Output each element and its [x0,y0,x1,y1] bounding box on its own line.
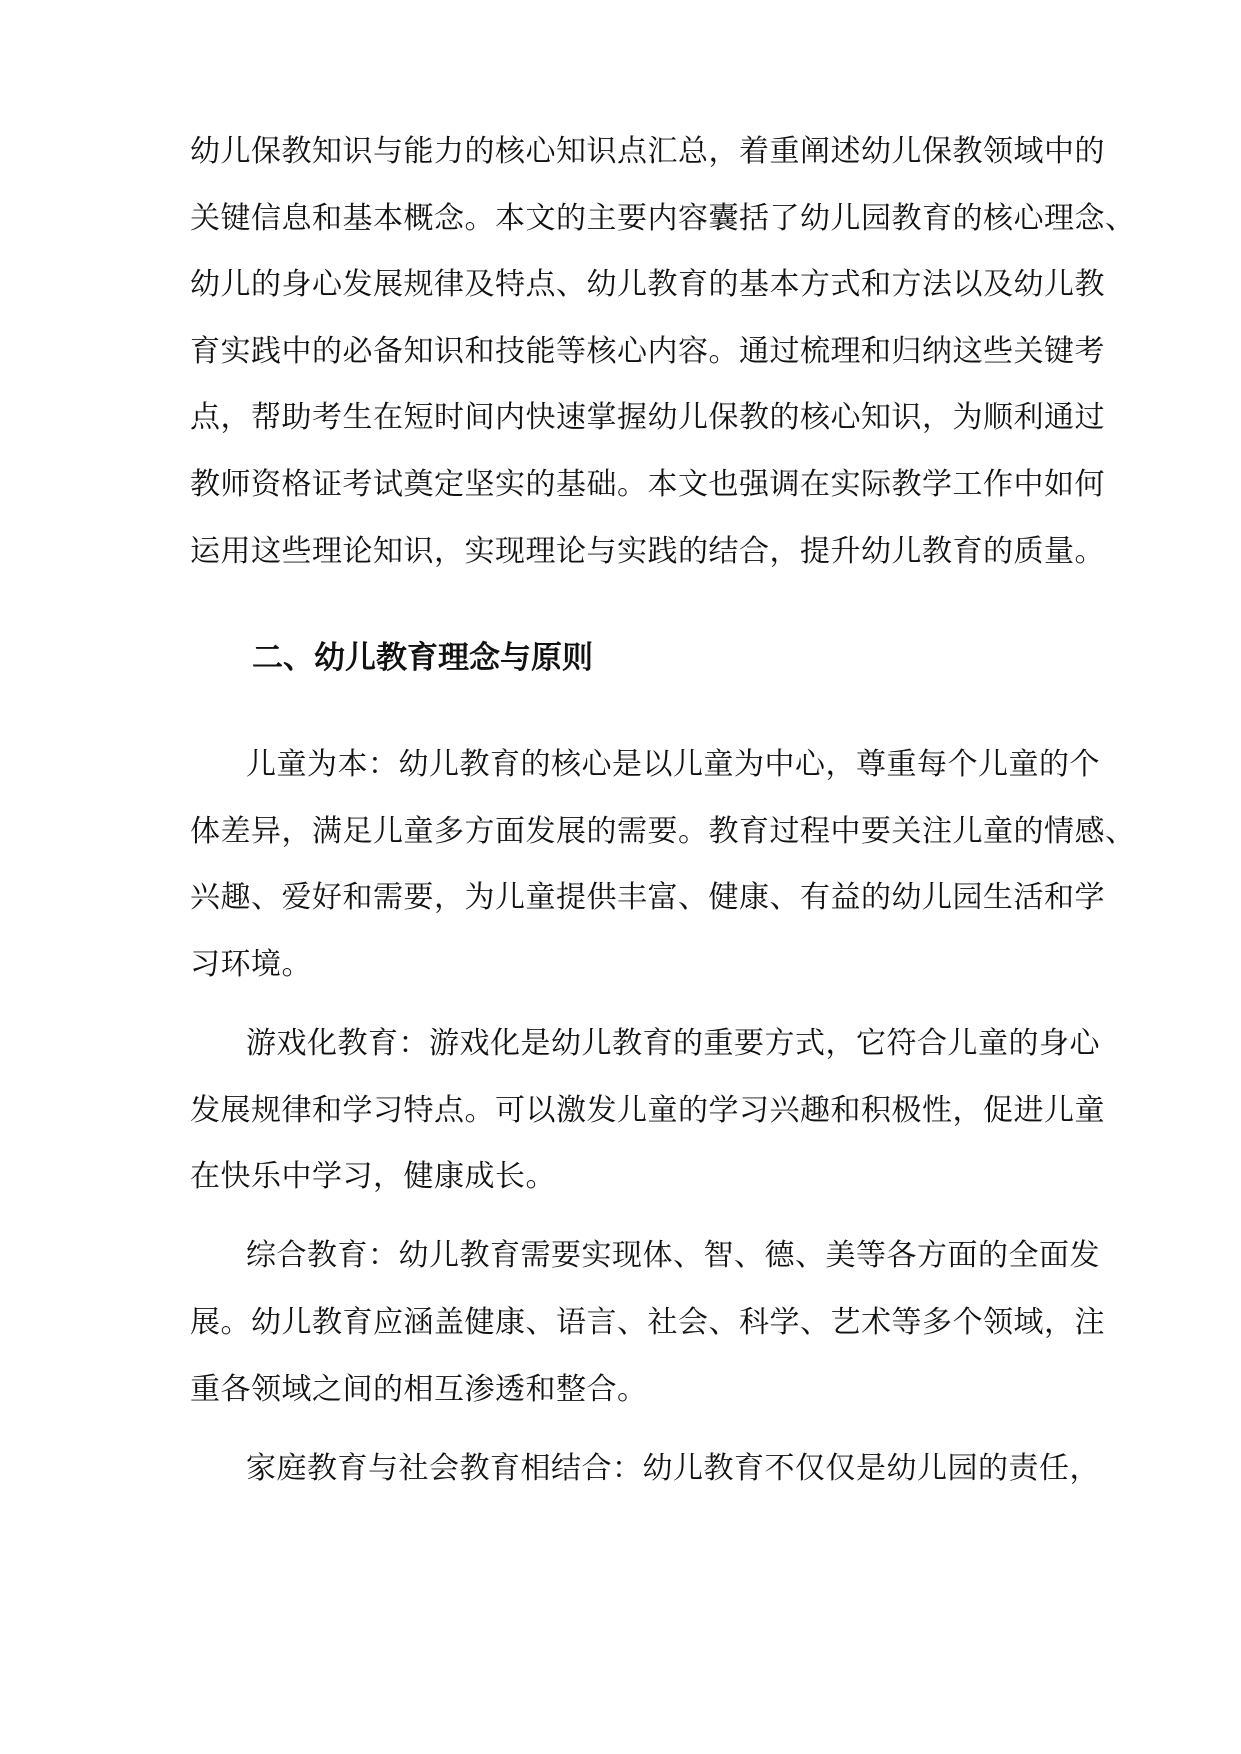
text-line: 体差异，满足儿童多方面发展的需要。教育过程中要关注儿童的情感、 [190,814,1136,849]
text-line: 幼儿的身心发展规律及特点、幼儿教育的基本方式和方法以及幼儿教 [190,267,1105,302]
text-line: 教师资格证考试奠定坚实的基础。本文也强调在实际教学工作中如何 [190,467,1105,502]
text-line: 游戏化教育：游戏化是幼儿教育的重要方式，它符合儿童的身心 [246,1026,1100,1061]
text-line: 重各领域之间的相互渗透和整合。 [190,1372,648,1407]
text-line: 幼儿保教知识与能力的核心知识点汇总，着重阐述幼儿保教领域中的 [190,134,1105,169]
text-line: 关键信息和基本概念。本文的主要内容囊括了幼儿园教育的核心理念、 [190,201,1136,236]
text-line: 育实践中的必备知识和技能等核心内容。通过梳理和归纳这些关键考 [190,334,1105,369]
text-line: 点，帮助考生在短时间内快速掌握幼儿保教的核心知识，为顺利通过 [190,400,1105,435]
text-line: 在快乐中学习，健康成长。 [190,1159,556,1194]
text-line: 展。幼儿教育应涵盖健康、语言、社会、科学、艺术等多个领域，注 [190,1305,1105,1340]
text-line: 儿童为本：幼儿教育的核心是以儿童为中心，尊重每个儿童的个 [246,747,1100,782]
section-heading: 二、幼儿教育理念与原则 [252,640,593,676]
text-line: 综合教育：幼儿教育需要实现体、智、德、美等各方面的全面发 [246,1238,1100,1273]
text-line: 运用这些理论知识，实现理论与实践的结合，提升幼儿教育的质量。 [190,534,1105,569]
text-line: 发展规律和学习特点。可以激发儿童的学习兴趣和积极性，促进儿童 [190,1093,1105,1128]
text-line: 家庭教育与社会教育相结合：幼儿教育不仅仅是幼儿园的责任， [246,1451,1100,1486]
text-line: 习环境。 [190,947,312,982]
text-line: 兴趣、爱好和需要，为儿童提供丰富、健康、有益的幼儿园生活和学 [190,880,1105,915]
